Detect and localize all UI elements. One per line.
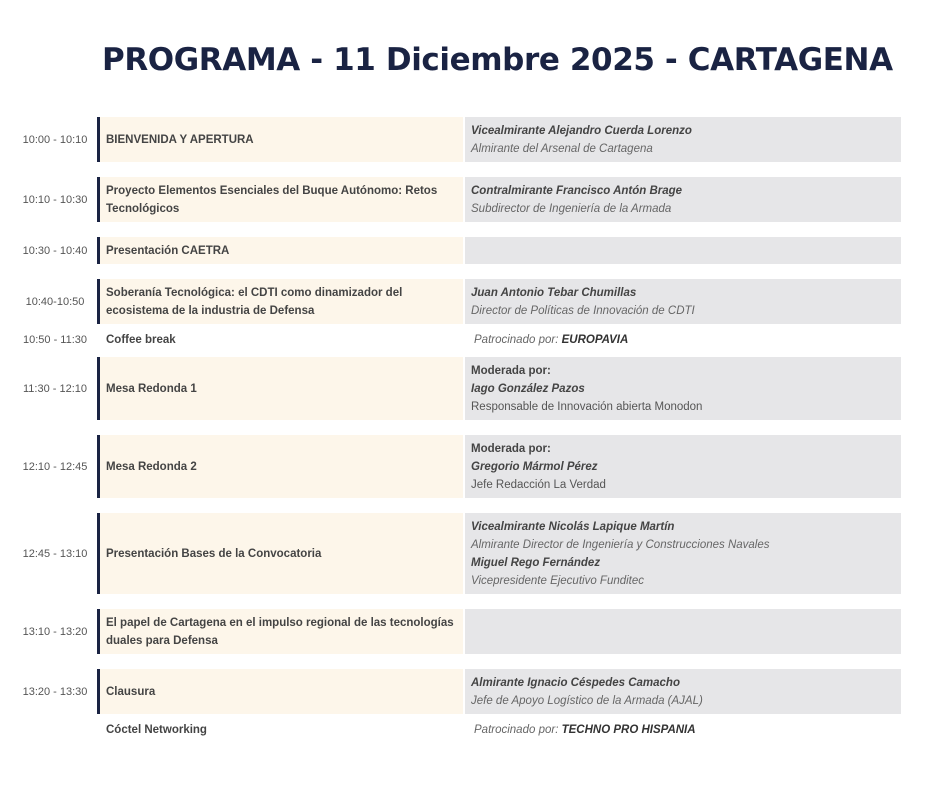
time-slot: 10:40-10:50	[25, 295, 85, 308]
time-slot: 13:10 - 13:20	[22, 625, 88, 638]
speaker-name: Iago González Pazos	[471, 382, 585, 395]
session-title: Proyecto Elementos Esenciales del Buque Autónomo: Retos Tecnológicos	[97, 177, 463, 222]
agenda-row	[0, 330, 933, 350]
speaker-role: Responsable de Innovación abierta Monodon	[471, 400, 703, 413]
moderated-label: Moderada por:	[471, 442, 551, 455]
speaker-role: Almirante del Arsenal de Cartagena	[471, 142, 653, 155]
agenda-row	[0, 513, 933, 594]
agenda-row	[0, 609, 933, 654]
speaker-block	[465, 669, 901, 714]
time-slot: 10:10 - 10:30	[22, 193, 88, 206]
time-slot: 12:45 - 13:10	[22, 547, 88, 560]
time-slot: 12:10 - 12:45	[22, 460, 88, 473]
session-title: Soberanía Tecnológica: el CDTI como dinamizador del ecosistema de la industria de Defensa	[97, 279, 463, 324]
session-title: Presentación CAETRA	[97, 237, 463, 264]
speaker-role: Jefe Redacción La Verdad	[471, 478, 606, 491]
speaker-name: Contralmirante Francisco Antón Brage	[471, 184, 683, 197]
speaker-block-empty	[465, 237, 901, 264]
speaker-block	[465, 357, 901, 420]
speaker-name: Almirante Ignacio Céspedes Camacho	[471, 676, 680, 689]
agenda-row	[0, 720, 933, 740]
moderated-label: Moderada por:	[471, 364, 551, 377]
agenda-row	[0, 669, 933, 714]
agenda-row	[0, 117, 933, 162]
time-slot: 10:30 - 10:40	[22, 244, 88, 257]
speaker-block-empty	[465, 609, 901, 654]
session-title: Cóctel Networking	[106, 724, 207, 736]
agenda-row	[0, 177, 933, 222]
speaker-block	[465, 513, 901, 594]
page-title: PROGRAMA - 11 Diciembre 2025 - CARTAGENA	[102, 42, 893, 78]
time-slot: 10:00 - 10:10	[22, 133, 88, 146]
speaker-role: Director de Políticas de Innovación de CDTI	[471, 304, 695, 317]
speaker-role: Almirante Director de Ingeniería y Construcciones Navales	[471, 538, 770, 551]
speaker-block	[465, 117, 901, 162]
agenda-row	[0, 435, 933, 498]
session-title: Mesa Redonda 2	[97, 435, 463, 498]
speaker-role: Vicepresidente Ejecutivo Funditec	[471, 574, 645, 587]
sponsor-name: TECHNO PRO HISPANIA	[561, 724, 696, 736]
time-slot: 13:20 - 13:30	[22, 685, 88, 698]
session-title: El papel de Cartagena en el impulso regional de las tecnologías duales para Defensa	[97, 609, 463, 654]
speaker-name: Vicealmirante Alejandro Cuerda Lorenzo	[471, 124, 692, 137]
speaker-block	[465, 177, 901, 222]
session-title: Mesa Redonda 1	[97, 357, 463, 420]
sponsor-name: EUROPAVIA	[561, 334, 629, 346]
time-slot: 10:50 - 11:30	[22, 334, 87, 346]
session-title: BIENVENIDA Y APERTURA	[97, 117, 463, 162]
agenda-row	[0, 237, 933, 264]
speaker-role: Subdirector de Ingeniería de la Armada	[471, 202, 672, 215]
speaker-block	[465, 435, 901, 498]
speaker-role: Jefe de Apoyo Logístico de la Armada (AJAL)	[471, 694, 703, 707]
agenda-row	[0, 357, 933, 420]
agenda-row	[0, 279, 933, 324]
time-slot: 11:30 - 12:10	[22, 382, 87, 395]
speaker-name: Miguel Rego Fernández	[471, 556, 601, 569]
session-title: Coffee break	[106, 334, 176, 346]
session-title: Clausura	[97, 669, 463, 714]
sponsor-text: Patrocinado por: EUROPAVIA	[474, 334, 629, 346]
speaker-name: Gregorio Mármol Pérez	[471, 460, 598, 473]
session-title: Presentación Bases de la Convocatoria	[97, 513, 463, 594]
sponsor-block	[465, 720, 901, 740]
speaker-name: Juan Antonio Tebar Chumillas	[471, 286, 637, 299]
sponsor-text: Patrocinado por: TECHNO PRO HISPANIA	[474, 724, 696, 736]
speaker-block	[465, 279, 901, 324]
speaker-name: Vicealmirante Nicolás Lapique Martín	[471, 520, 675, 533]
sponsor-block	[465, 330, 901, 350]
